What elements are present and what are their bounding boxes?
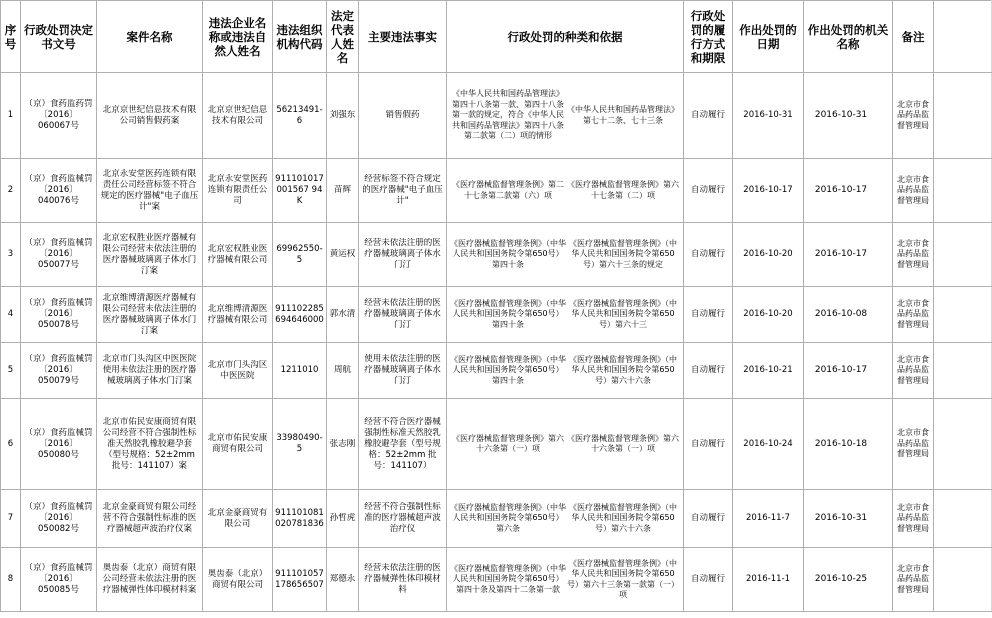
legal-rep-cell [327, 287, 359, 343]
decision-date: 2016-10-25 [814, 574, 868, 584]
row-no-cell [1, 343, 21, 399]
spare-cell [934, 343, 992, 399]
case-name-cell [97, 490, 203, 548]
org-code-cell [273, 287, 327, 343]
authority-cell [804, 223, 893, 287]
company-name-cell [203, 399, 273, 490]
row-no-cell [1, 159, 21, 223]
law-text: 《医疗器械监督管理条例》第六十六条第（一）项 [567, 433, 679, 453]
penalty-basis-cell [447, 159, 684, 223]
table-row [1, 287, 992, 343]
penalty-basis-cell [447, 399, 684, 490]
case-name-cell [97, 287, 203, 343]
remarks-cell [893, 343, 934, 399]
header-doc-number: 行政处罚决定书文号 [21, 1, 97, 73]
org-code-cell [273, 343, 327, 399]
header-date: 作出处罚的日期 [733, 1, 804, 73]
remarks-cell [893, 159, 934, 223]
legal-rep: 苗辉 [333, 185, 351, 195]
penalty-basis-cell [447, 548, 684, 612]
penalty-basis-cell [447, 343, 684, 399]
row-no: 4 [7, 309, 14, 319]
main-fact-cell [359, 548, 447, 612]
authority-cell [804, 548, 893, 612]
header-remarks: 备注 [893, 1, 934, 73]
company-name: 奥齿泰（北京）商贸有限公司 [207, 568, 268, 590]
dates-cell [733, 159, 804, 223]
legal-rep-cell [327, 399, 359, 490]
main-fact: 销售假药 [385, 110, 420, 120]
main-fact: 经营标签不符合规定的医疗器械"电子血压计" [362, 174, 443, 206]
legal-rep-cell [327, 490, 359, 548]
legal-rep: 周航 [333, 365, 351, 375]
doc-number: （京）食药监械罚〔2016〕050082号 [24, 502, 93, 534]
law-text: 《医疗器械监督管理条例》（中华人民共和国国务院令第650号）第六十三 [569, 298, 677, 329]
doc-number: （京）食药监械罚〔2016〕050085号 [24, 563, 93, 595]
case-name: 北京市佑民安康商贸有限公司经营不符合强制性标准天然胶乳橡胶避孕套（型号规格：52±2mm 批号：141107）案 [102, 416, 197, 471]
legal-rep: 黄运权 [329, 249, 356, 259]
authority-cell [804, 343, 893, 399]
main-fact-cell [359, 343, 447, 399]
company-name: 北京宏权胜业医疗器械有限公司 [207, 243, 268, 265]
spare-cell [934, 287, 992, 343]
penalty-date: 2016-11-1 [746, 574, 790, 584]
penalty-basis-cell [447, 287, 684, 343]
company-name: 北京金豪商贸有限公司 [207, 507, 268, 529]
main-fact: 使用未依法注册的医疗器械玻璃离子体水门汀 [364, 354, 441, 386]
company-name: 北京市门头沟区中医医院 [207, 359, 268, 381]
case-name-cell [97, 399, 203, 490]
case-name-cell [97, 343, 203, 399]
org-code: 1211010 [280, 365, 319, 375]
legal-rep-cell [327, 73, 359, 159]
row-no: 1 [7, 110, 14, 120]
doc-number-cell [21, 287, 97, 343]
org-code: 911102285694646000 [275, 303, 324, 325]
basis-text: 《医疗器械监督管理条例》第六十六条第（一）项 [452, 433, 564, 453]
legal-rep-cell [327, 343, 359, 399]
main-fact: 经营未依法注册的医疗器械玻璃离子体水门汀 [364, 238, 441, 270]
legal-rep: 郭水清 [329, 309, 356, 319]
doc-number: （京）食药监械罚〔2016〕050080号 [24, 427, 93, 460]
law-text: 《医疗器械监督管理条例》（中华人民共和国国务院令第650号）第六十三条的规定 [569, 238, 677, 269]
doc-number: （京）食药监械罚〔2016〕050079号 [24, 354, 93, 386]
basis-text: 《医疗器械监督管理条例》第二十七条第二款第（六）项 [452, 180, 564, 200]
case-name: 北京金豪商贸有限公司经营不符合强制性标准的医疗器械超声波治疗仪案 [102, 502, 197, 534]
remarks-cell [893, 287, 934, 343]
company-name-cell [203, 159, 273, 223]
method: 自动履行 [690, 309, 725, 319]
case-name: 北京市门头沟区中医医院使用未依法注册的医疗器械玻璃离子体水门汀案 [102, 354, 197, 386]
method-cell [684, 343, 733, 399]
remarks-cell [893, 399, 934, 490]
doc-number: （京）食药监药罚〔2016〕060067号 [24, 99, 93, 131]
decision-date: 2016-10-17 [814, 249, 868, 259]
remarks-cell [893, 223, 934, 287]
spare-cell [934, 223, 992, 287]
penalty-date: 2016-10-20 [743, 249, 793, 259]
row-no: 5 [7, 365, 14, 375]
company-name-cell [203, 223, 273, 287]
legal-rep: 孙哲虎 [329, 513, 356, 523]
row-no: 2 [7, 185, 14, 195]
penalty-basis-cell [447, 223, 684, 287]
dates-cell [733, 548, 804, 612]
org-code-cell [273, 399, 327, 490]
dates-cell [733, 287, 804, 343]
penalty-date: 2016-10-17 [743, 185, 793, 195]
basis-text: 《医疗器械监督管理条例》（中华人民共和国国务院令第650号）第四十条 [450, 354, 566, 385]
spare-cell [934, 548, 992, 612]
decision-date: 2016-10-31 [814, 513, 868, 523]
basis-text: 《医疗器械监督管理条例》（中华人民共和国国务院令第650号）第四十条 [450, 238, 566, 269]
header-org-code: 违法组织机构代码 [273, 1, 327, 73]
table-row [1, 223, 992, 287]
method-cell [684, 73, 733, 159]
remarks-cell [893, 548, 934, 612]
basis-text: 《医疗器械监督管理条例》（中华人民共和国国务院令第650号）第四十条 [450, 298, 566, 329]
row-no-cell [1, 548, 21, 612]
dates-cell [733, 490, 804, 548]
company-name-cell [203, 73, 273, 159]
main-fact: 经营未依法注册的医疗器械玻璃离子体水门汀 [364, 298, 441, 330]
doc-number-cell [21, 490, 97, 548]
org-code: 69962550-5 [276, 243, 323, 265]
method-cell [684, 159, 733, 223]
penalty-basis-cell [447, 73, 684, 159]
company-name: 北京维博清源医疗器械有限公司 [207, 303, 268, 325]
legal-rep-cell [327, 548, 359, 612]
penalty-date: 2016-11-7 [746, 513, 790, 523]
header-company: 违法企业名称或违法自然人姓名 [203, 1, 273, 73]
basis-text: 《中华人民共和国药品管理法》第四十八条第一款、第四十八条第一款的规定，符合《中华人民共和国药品管理法》第四十八条第二款第（二）项的情形 [452, 89, 564, 141]
org-code: 911101057178656507 [275, 568, 324, 590]
decision-date: 2016-10-08 [814, 309, 868, 319]
company-name-cell [203, 490, 273, 548]
authority-cell [804, 399, 893, 490]
penalty-date: 2016-10-20 [743, 309, 793, 319]
main-fact-cell [359, 73, 447, 159]
method: 自动履行 [690, 365, 725, 375]
main-fact: 经营不符合医疗器械强制性标准天然胶乳橡胶避孕套（型号规格：52±2mm 批号：141107） [364, 416, 441, 471]
dates-cell [733, 343, 804, 399]
authority-cell [804, 159, 893, 223]
method-cell [684, 287, 733, 343]
method-cell [684, 223, 733, 287]
legal-rep: 郑德永 [329, 574, 356, 584]
authority: 北京市食品药品监督管理局 [897, 174, 929, 205]
doc-number-cell [21, 343, 97, 399]
method: 自动履行 [690, 574, 725, 584]
row-no-cell [1, 223, 21, 287]
method: 自动履行 [690, 249, 725, 259]
legal-rep-cell [327, 159, 359, 223]
spare-cell [934, 159, 992, 223]
authority: 北京市食品药品监督管理局 [897, 428, 929, 459]
basis-text: 《医疗器械监督管理条例》（中华人民共和国国务院令第650号）第四十条及第四十二条第一款 [450, 563, 566, 594]
doc-number-cell [21, 399, 97, 490]
table-row [1, 159, 992, 223]
penalty-date: 2016-10-21 [743, 365, 793, 375]
header-authority: 作出处罚的机关名称 [804, 1, 893, 73]
main-fact-cell [359, 490, 447, 548]
method-cell [684, 548, 733, 612]
org-code: 911101081020781836 [275, 507, 324, 529]
case-name: 奥齿泰（北京）商贸有限公司经营未依法注册的医疗器械弹性体印模材料案 [102, 563, 197, 595]
row-no: 6 [7, 438, 14, 449]
doc-number: （京）食药监械罚〔2016〕050078号 [24, 298, 93, 330]
row-no: 3 [7, 249, 14, 259]
law-text: 《医疗器械监督管理条例》（中华人民共和国国务院令第650号）第六十六条 [569, 502, 677, 533]
legal-rep: 张志刚 [329, 438, 356, 449]
main-fact-cell [359, 159, 447, 223]
doc-number: （京）食药监械罚〔2016〕040076号 [24, 174, 93, 206]
case-name-cell [97, 548, 203, 612]
case-name-cell [97, 159, 203, 223]
legal-rep-cell [327, 223, 359, 287]
header-legal-rep: 法定代表人姓名 [327, 1, 359, 73]
authority: 北京市食品药品监督管理局 [897, 298, 929, 329]
org-code-cell [273, 223, 327, 287]
header-no: 序号 [1, 1, 21, 73]
row-no-cell [1, 73, 21, 159]
authority: 北京市食品药品监督管理局 [897, 238, 929, 269]
method: 自动履行 [690, 110, 725, 120]
company-name-cell [203, 343, 273, 399]
legal-rep: 刘强东 [329, 110, 356, 120]
row-no-cell [1, 490, 21, 548]
doc-number-cell [21, 73, 97, 159]
header-method: 行政处罚的履行方式和期限 [684, 1, 733, 73]
decision-date: 2016-10-17 [814, 365, 868, 375]
method: 自动履行 [690, 438, 725, 449]
case-name: 北京永安堂医药连锁有限责任公司经营标签不符合规定的医疗器械"电子血压计"案 [100, 168, 199, 212]
org-code: 33980490-5 [276, 433, 323, 454]
org-code: 56213491-6 [276, 104, 323, 126]
penalty-date: 2016-10-24 [743, 438, 793, 449]
header-penalty-basis: 行政处罚的种类和依据 [447, 1, 684, 73]
org-code-cell [273, 490, 327, 548]
decision-date: 2016-10-18 [814, 438, 868, 449]
company-name: 北京永安堂医药连锁有限责任公司 [207, 174, 268, 206]
decision-date: 2016-10-31 [814, 110, 868, 120]
penalty-basis-cell [447, 490, 684, 548]
dates-cell [733, 399, 804, 490]
org-code: 911101017001567 94K [275, 174, 324, 206]
row-no-cell [1, 287, 21, 343]
authority-cell [804, 287, 893, 343]
spare-cell [934, 73, 992, 159]
method: 自动履行 [690, 513, 725, 523]
row-no: 8 [7, 574, 14, 584]
law-text: 《医疗器械监督管理条例》（中华人民共和国国务院令第650号）第六十三条第一款第（一）项 [567, 558, 679, 599]
table-row [1, 399, 992, 490]
remarks-cell [893, 490, 934, 548]
doc-number-cell [21, 548, 97, 612]
company-name: 北京京世纪信息技术有限公司 [207, 104, 268, 126]
case-name: 北京京世纪信息技术有限公司销售假药案 [102, 104, 197, 126]
authority: 北京市食品药品监督管理局 [897, 563, 929, 594]
main-fact-cell [359, 287, 447, 343]
spare-cell [934, 399, 992, 490]
law-text: 《医疗器械监督管理条例》第六十七条第（二）项 [567, 180, 679, 200]
case-name-cell [97, 223, 203, 287]
header-case-name: 案件名称 [97, 1, 203, 73]
case-name-cell [97, 73, 203, 159]
doc-number-cell [21, 159, 97, 223]
row-no-cell [1, 399, 21, 490]
method: 自动履行 [690, 185, 725, 195]
law-text: 《医疗器械监督管理条例》（中华人民共和国国务院令第650号）第六十六条 [569, 354, 677, 385]
org-code-cell [273, 159, 327, 223]
table-row [1, 490, 992, 548]
dates-cell [733, 73, 804, 159]
method-cell [684, 490, 733, 548]
authority: 北京市食品药品监督管理局 [897, 502, 929, 533]
remarks-cell [893, 73, 934, 159]
company-name-cell [203, 548, 273, 612]
table-row [1, 548, 992, 612]
spare-cell [934, 490, 992, 548]
doc-number: （京）食药监械罚〔2016〕050077号 [24, 238, 93, 270]
main-fact-cell [359, 223, 447, 287]
law-text: 《中华人民共和国药品管理法》第七十二条、七十三条 [567, 105, 679, 125]
company-name-cell [203, 287, 273, 343]
case-name: 北京宏权胜业医疗器械有限公司经营未依法注册的医疗器械玻璃离子体水门汀案 [102, 232, 197, 276]
spare-column [934, 1, 992, 73]
header-main-fact: 主要违法事实 [359, 1, 447, 73]
doc-number-cell [21, 223, 97, 287]
decision-date: 2016-10-17 [814, 185, 868, 195]
authority-cell [804, 490, 893, 548]
company-name: 北京市佑民安康商贸有限公司 [207, 433, 268, 454]
case-name: 北京维博清源医疗器械有限公司经营未依法注册的医疗器械玻璃离子体水门汀案 [102, 292, 197, 336]
main-fact: 经营未依法注册的医疗器械弹性体印模材料 [364, 563, 441, 595]
authority: 北京市食品药品监督管理局 [897, 99, 929, 130]
authority-cell [804, 73, 893, 159]
main-fact: 经营不符合强制性标准的医疗器械超声波治疗仪 [364, 502, 441, 534]
header-row [1, 1, 992, 73]
org-code-cell [273, 548, 327, 612]
method-cell [684, 399, 733, 490]
table-row [1, 343, 992, 399]
main-fact-cell [359, 399, 447, 490]
basis-text: 《医疗器械监督管理条例》（中华人民共和国国务院令第650号）第六条 [450, 502, 566, 533]
table-row [1, 73, 992, 159]
org-code-cell [273, 73, 327, 159]
row-no: 7 [7, 513, 14, 523]
authority: 北京市食品药品监督管理局 [897, 354, 929, 385]
penalty-date: 2016-10-31 [743, 110, 793, 120]
dates-cell [733, 223, 804, 287]
